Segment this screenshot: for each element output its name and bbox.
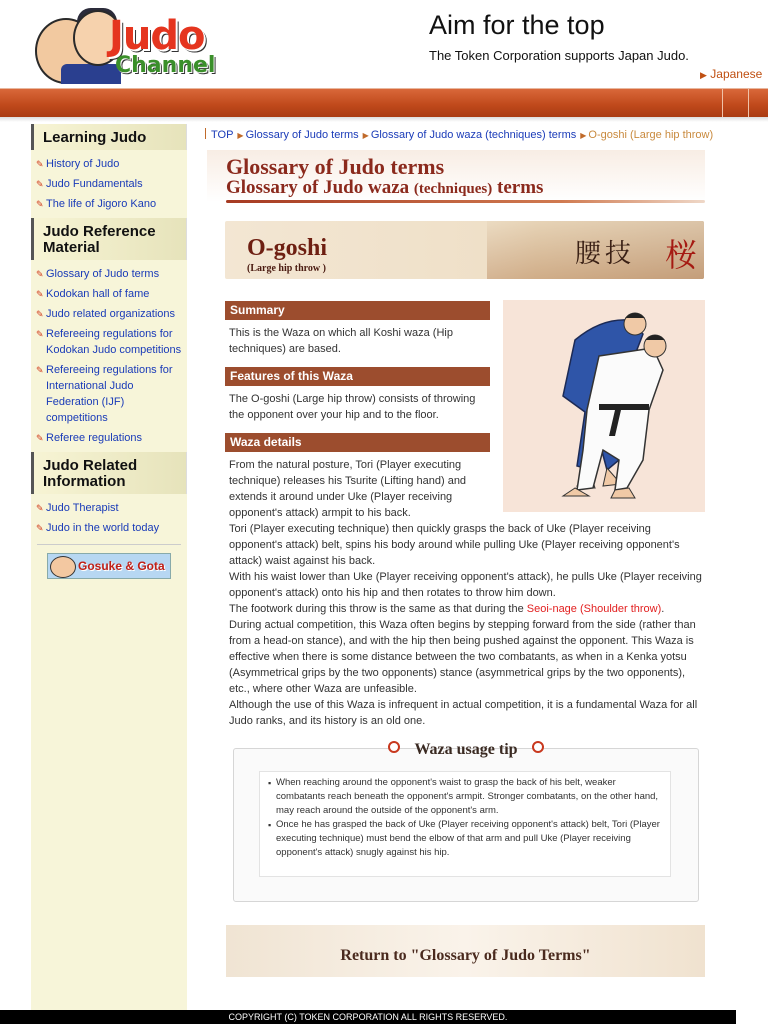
page-title-block [207,150,705,202]
bullet-icon: ✎ [36,159,44,169]
logo-text-judo: Judo [109,13,205,59]
summary-heading: Summary [225,301,490,320]
gosuke-gota-banner[interactable] [47,553,171,579]
subtitle-part: Glossary of Judo waza [226,177,414,198]
sidebar-list-learning [31,156,187,212]
details-paragraph: From the natural posture, Tori (Player executing technique) releases his Tsurite (Lifting hand) and extends it around under Uke (Player receiving opponent's attack) armpit to his back. [229,459,467,519]
tip-content [259,771,671,877]
tagline: Aim for the top [429,10,605,40]
bullet-icon: ✎ [36,199,44,209]
return-label: Return to "Glossary of Judo Terms" [340,947,591,964]
waza-banner [225,221,704,279]
details-text [229,457,707,729]
page-title: Glossary of Judo terms [226,154,445,179]
tip-title [234,741,698,759]
bullet-icon: ✎ [36,523,44,533]
details-paragraph: Tori (Player executing technique) then quickly grasps the back of Uke (Player receiving opponent's attack) belt, spins his body around while pulling Uke (Player receiving opponent's attack) waist against his back. [229,523,680,567]
triangle-right-icon: ▶ [580,131,587,140]
sidebar-item-organizations[interactable] [36,306,187,322]
footer-copyright: COPYRIGHT (C) TOKEN CORPORATION ALL RIGHTS RESERVED. [0,1010,736,1024]
language-link-label: Japanese [710,67,763,81]
details-paragraph: With his waist lower than Uke (Player receiving opponent's attack), he pulls Uke (Player receiving opponent's attack) onto his hip and then rotates to throw him down. [229,571,702,599]
sidebar-item-jigoro-kano[interactable] [36,196,187,212]
sidebar-link[interactable]: Judo in the world today [46,522,160,534]
breadcrumb [205,128,714,141]
judo-channel-logo[interactable] [33,8,233,84]
sidebar-item-history[interactable] [36,156,187,172]
sidebar-list-related [31,500,187,536]
sidebar-link[interactable]: History of Judo [46,158,120,170]
sidebar-list-reference [31,266,187,446]
nav-shadow [0,117,768,122]
details-paragraph: During actual competition, this Waza often begins by stepping forward from the side (rather than from a head-on stance), and with the hip then being pushed against the opponent. This Waza is effective when there is some distance between the two combatants, as when in a Kenka yotsu (Asymmetrical grips by the two opponents) stance (asymmetrical grips by the two opponents), etc., where other Waza are unfeasible. [229,619,696,695]
sidebar-item-kodokan-regulations[interactable] [36,326,187,358]
circle-marker-icon [532,741,544,753]
sidebar-heading-reference: Judo Reference Material [31,218,187,260]
sidebar-item-fundamentals[interactable] [36,176,187,192]
site-header [0,0,768,86]
details-paragraph [229,601,707,617]
sidebar-item-glossary[interactable] [36,266,187,282]
sidebar-link[interactable]: Kodokan hall of fame [46,288,150,300]
tip-item: ▪ When reaching around the opponent's waist to grasp the back of his belt, weaker combatants reach beneath the opponent's armpit. Stronger combatants, on the other hand, may reach around the outside of the opponent's arm. [276,776,666,818]
tip-list [268,776,666,860]
details-heading: Waza details [225,433,490,452]
sidebar-item-hall-of-fame[interactable] [36,286,187,302]
language-link[interactable] [700,67,762,81]
sidebar [31,124,187,1010]
seoi-nage-link[interactable]: Seoi-nage (Shoulder throw) [526,603,662,615]
details-text-span: . [661,603,665,615]
return-to-glossary-button[interactable] [226,925,705,977]
page-subtitle [226,177,543,199]
waza-name: O-goshi [247,235,328,261]
title-brush-rule [226,200,705,203]
breadcrumb-current: O-goshi (Large hip throw) [588,129,714,141]
breadcrumb-glossary[interactable]: Glossary of Judo terms [245,129,359,141]
sidebar-heading-learning: Learning Judo [31,124,187,150]
sidebar-heading-related: Judo Related Information [31,452,187,494]
sidebar-link[interactable]: Glossary of Judo terms [46,268,160,280]
nav-divider [722,89,723,117]
cherry-seal-kanji: 桜 [665,236,698,274]
bullet-icon: ✎ [36,269,44,279]
details-text-span: The footwork during this throw is the same as that during the [229,603,527,615]
banner-label: Gosuke & Gota [78,559,165,573]
waza-translation: (Large hip throw ) [247,263,326,274]
tip-title-label: Waza usage tip [414,741,518,758]
sidebar-link[interactable]: Judo Fundamentals [46,178,143,190]
breadcrumb-top[interactable]: TOP [211,129,234,141]
triangle-right-icon: ▶ [700,70,707,80]
sidebar-link[interactable]: Judo related organizations [46,308,176,320]
sidebar-item-world-today[interactable] [36,520,187,536]
top-nav-bar [0,88,768,117]
character-face-icon [50,556,76,578]
breadcrumb-bar [205,128,206,139]
bullet-icon: ✎ [36,365,44,375]
sidebar-link[interactable]: Referee regulations [46,432,143,444]
tip-item: ▪ Once he has grasped the back of Uke (Player receiving opponent's attack) belt, Tori (Player executing technique) must bend the elbow of that arm and pull Uke (Player receiving opponent's attack) snugly against his hip. [276,818,666,860]
triangle-right-icon: ▶ [362,131,369,140]
bullet-icon: ✎ [36,503,44,513]
waza-tip-box [233,741,699,902]
breadcrumb-waza-glossary[interactable]: Glossary of Judo waza (techniques) terms [370,129,577,141]
bullet-icon: ✎ [36,289,44,299]
bullet-icon: ✎ [36,329,44,339]
sidebar-item-referee-regulations[interactable] [36,430,187,446]
sidebar-link[interactable]: The life of Jigoro Kano [46,198,157,210]
sidebar-link[interactable]: Refereeing regulations for Kodokan Judo competitions [46,328,182,356]
features-heading: Features of this Waza [225,367,490,386]
features-text: The O-goshi (Large hip throw) consists of throwing the opponent over your hip and to the floor. [229,393,476,421]
sidebar-divider [37,544,181,545]
triangle-right-icon: ▶ [237,131,244,140]
nav-divider [748,89,749,117]
subtitle-part: terms [492,177,544,198]
subtitle-paren: (techniques) [413,181,493,197]
logo-gi-icon [61,64,121,84]
sidebar-link[interactable]: Refereeing regulations for International Judo Federation (IJF) competitions [46,364,173,424]
circle-marker-icon [388,741,400,753]
sidebar-item-ijf-regulations[interactable] [36,362,187,426]
tagline-subtitle: The Token Corporation supports Japan Judo. [429,48,689,63]
bullet-icon: ✎ [36,309,44,319]
bullet-icon: ✎ [36,433,44,443]
summary-text: This is the Waza on which all Koshi waza (Hip techniques) are based. [229,327,453,355]
sidebar-item-therapist[interactable] [36,500,187,516]
logo-text-channel: Channel [115,53,216,78]
bullet-icon: ✎ [36,179,44,189]
details-paragraph: Although the use of this Waza is infrequent in actual competition, it is a fundamental Waza for all Judo ranks, and its history is an old one. [229,699,698,727]
sidebar-link[interactable]: Judo Therapist [46,502,119,514]
waza-kanji: 腰技 [575,239,636,269]
